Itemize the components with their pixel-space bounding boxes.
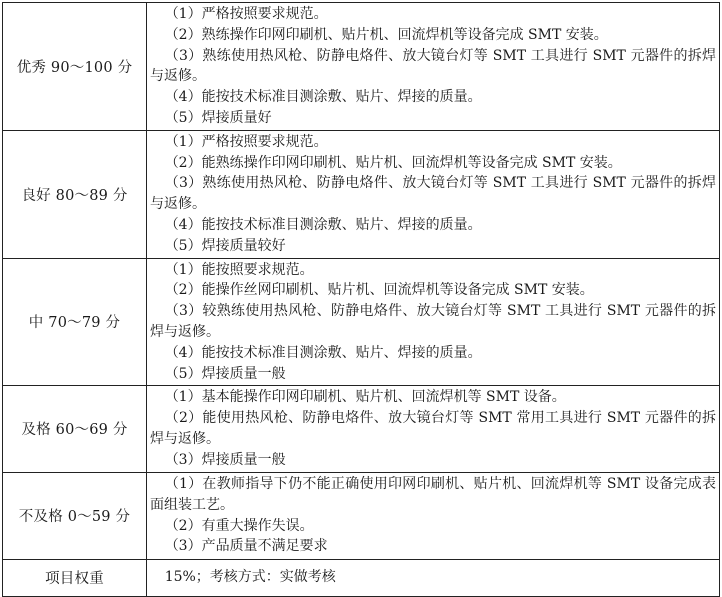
criteria-item: （2）熟练操作印网印刷机、贴片机、回流焊机等设备完成 SMT 安装。 [164,26,608,43]
criteria-item: （2）能操作丝网印刷机、贴片机、回流焊机等设备完成 SMT 安装。 [164,282,594,299]
criteria-item: （1）在教师指导下仍不能正确使用印网印刷机、贴片机、回流焊机等 SMT 设备完成表面组装工艺。 [150,475,716,513]
criteria-cell-fail [147,472,720,559]
grade-label-excellent: 优秀 90～100 分 [3,3,147,131]
table-row-pass [3,386,720,472]
criteria-item: （1）严格按照要求规范。 [164,6,328,22]
criteria-item: （3）熟练使用热风枪、防静电烙件、放大镜台灯等 SMT 工具进行 SMT 元器件的拆焊与返修。 [150,47,716,85]
criteria-item: （5）焊接质量较好 [164,237,286,254]
criteria-item: （4）能按技术标准目测涂敷、贴片、焊接的质量。 [164,344,482,361]
weight-value-cell [147,559,720,596]
criteria-item: （5）焊接质量好 [164,109,272,126]
table-row-excellent [3,3,720,131]
criteria-item: （5）焊接质量一般 [164,365,286,382]
grading-criteria-table [2,2,720,597]
grade-label-fail: 不及格 0～59 分 [3,472,147,559]
criteria-cell-medium [147,258,720,386]
table-row-weight [3,559,720,596]
criteria-item: （3）焊接质量一般 [164,451,286,468]
table-row-fail [3,472,720,559]
criteria-item: （4）能按技术标准目测涂敷、贴片、焊接的质量。 [164,216,482,233]
table-row-medium [3,258,720,386]
weight-value: 15%；考核方式：实做考核 [164,569,336,586]
criteria-item: （1）基本能操作印网印刷机、贴片机、回流焊机等 SMT 设备。 [164,389,566,406]
criteria-item: （3）较熟练使用热风枪、防静电烙件、放大镜台灯等 SMT 工具进行 SMT 元器件的拆焊与返修。 [150,303,716,340]
grade-label-medium: 中 70～79 分 [3,258,147,386]
criteria-item: （1）能按照要求规范。 [164,261,314,278]
criteria-item: （2）能熟练操作印网印刷机、贴片机、回流焊机等设备完成 SMT 安装。 [164,154,622,171]
table-row-good [3,130,720,258]
criteria-item: （2）有重大操作失误。 [164,517,314,534]
criteria-cell-pass [147,386,720,472]
criteria-item: （1）严格按照要求规范。 [164,133,328,150]
criteria-cell-good [147,130,720,258]
criteria-item: （4）能按技术标准目测涂敷、贴片、焊接的质量。 [164,89,482,106]
grade-label-pass: 及格 60～69 分 [3,386,147,472]
criteria-item: （3）熟练使用热风枪、防静电烙件、放大镜台灯等 SMT 工具进行 SMT 元器件的拆焊与返修。 [150,175,716,213]
criteria-item: （3）产品质量不满足要求 [164,538,328,555]
weight-label: 项目权重 [3,559,147,596]
criteria-cell-excellent [147,3,720,131]
criteria-item: （2）能使用热风枪、防静电烙件、放大镜台灯等 SMT 常用工具进行 SMT 元器件的拆焊与返修。 [150,410,716,447]
grade-label-good: 良好 80～89 分 [3,130,147,258]
